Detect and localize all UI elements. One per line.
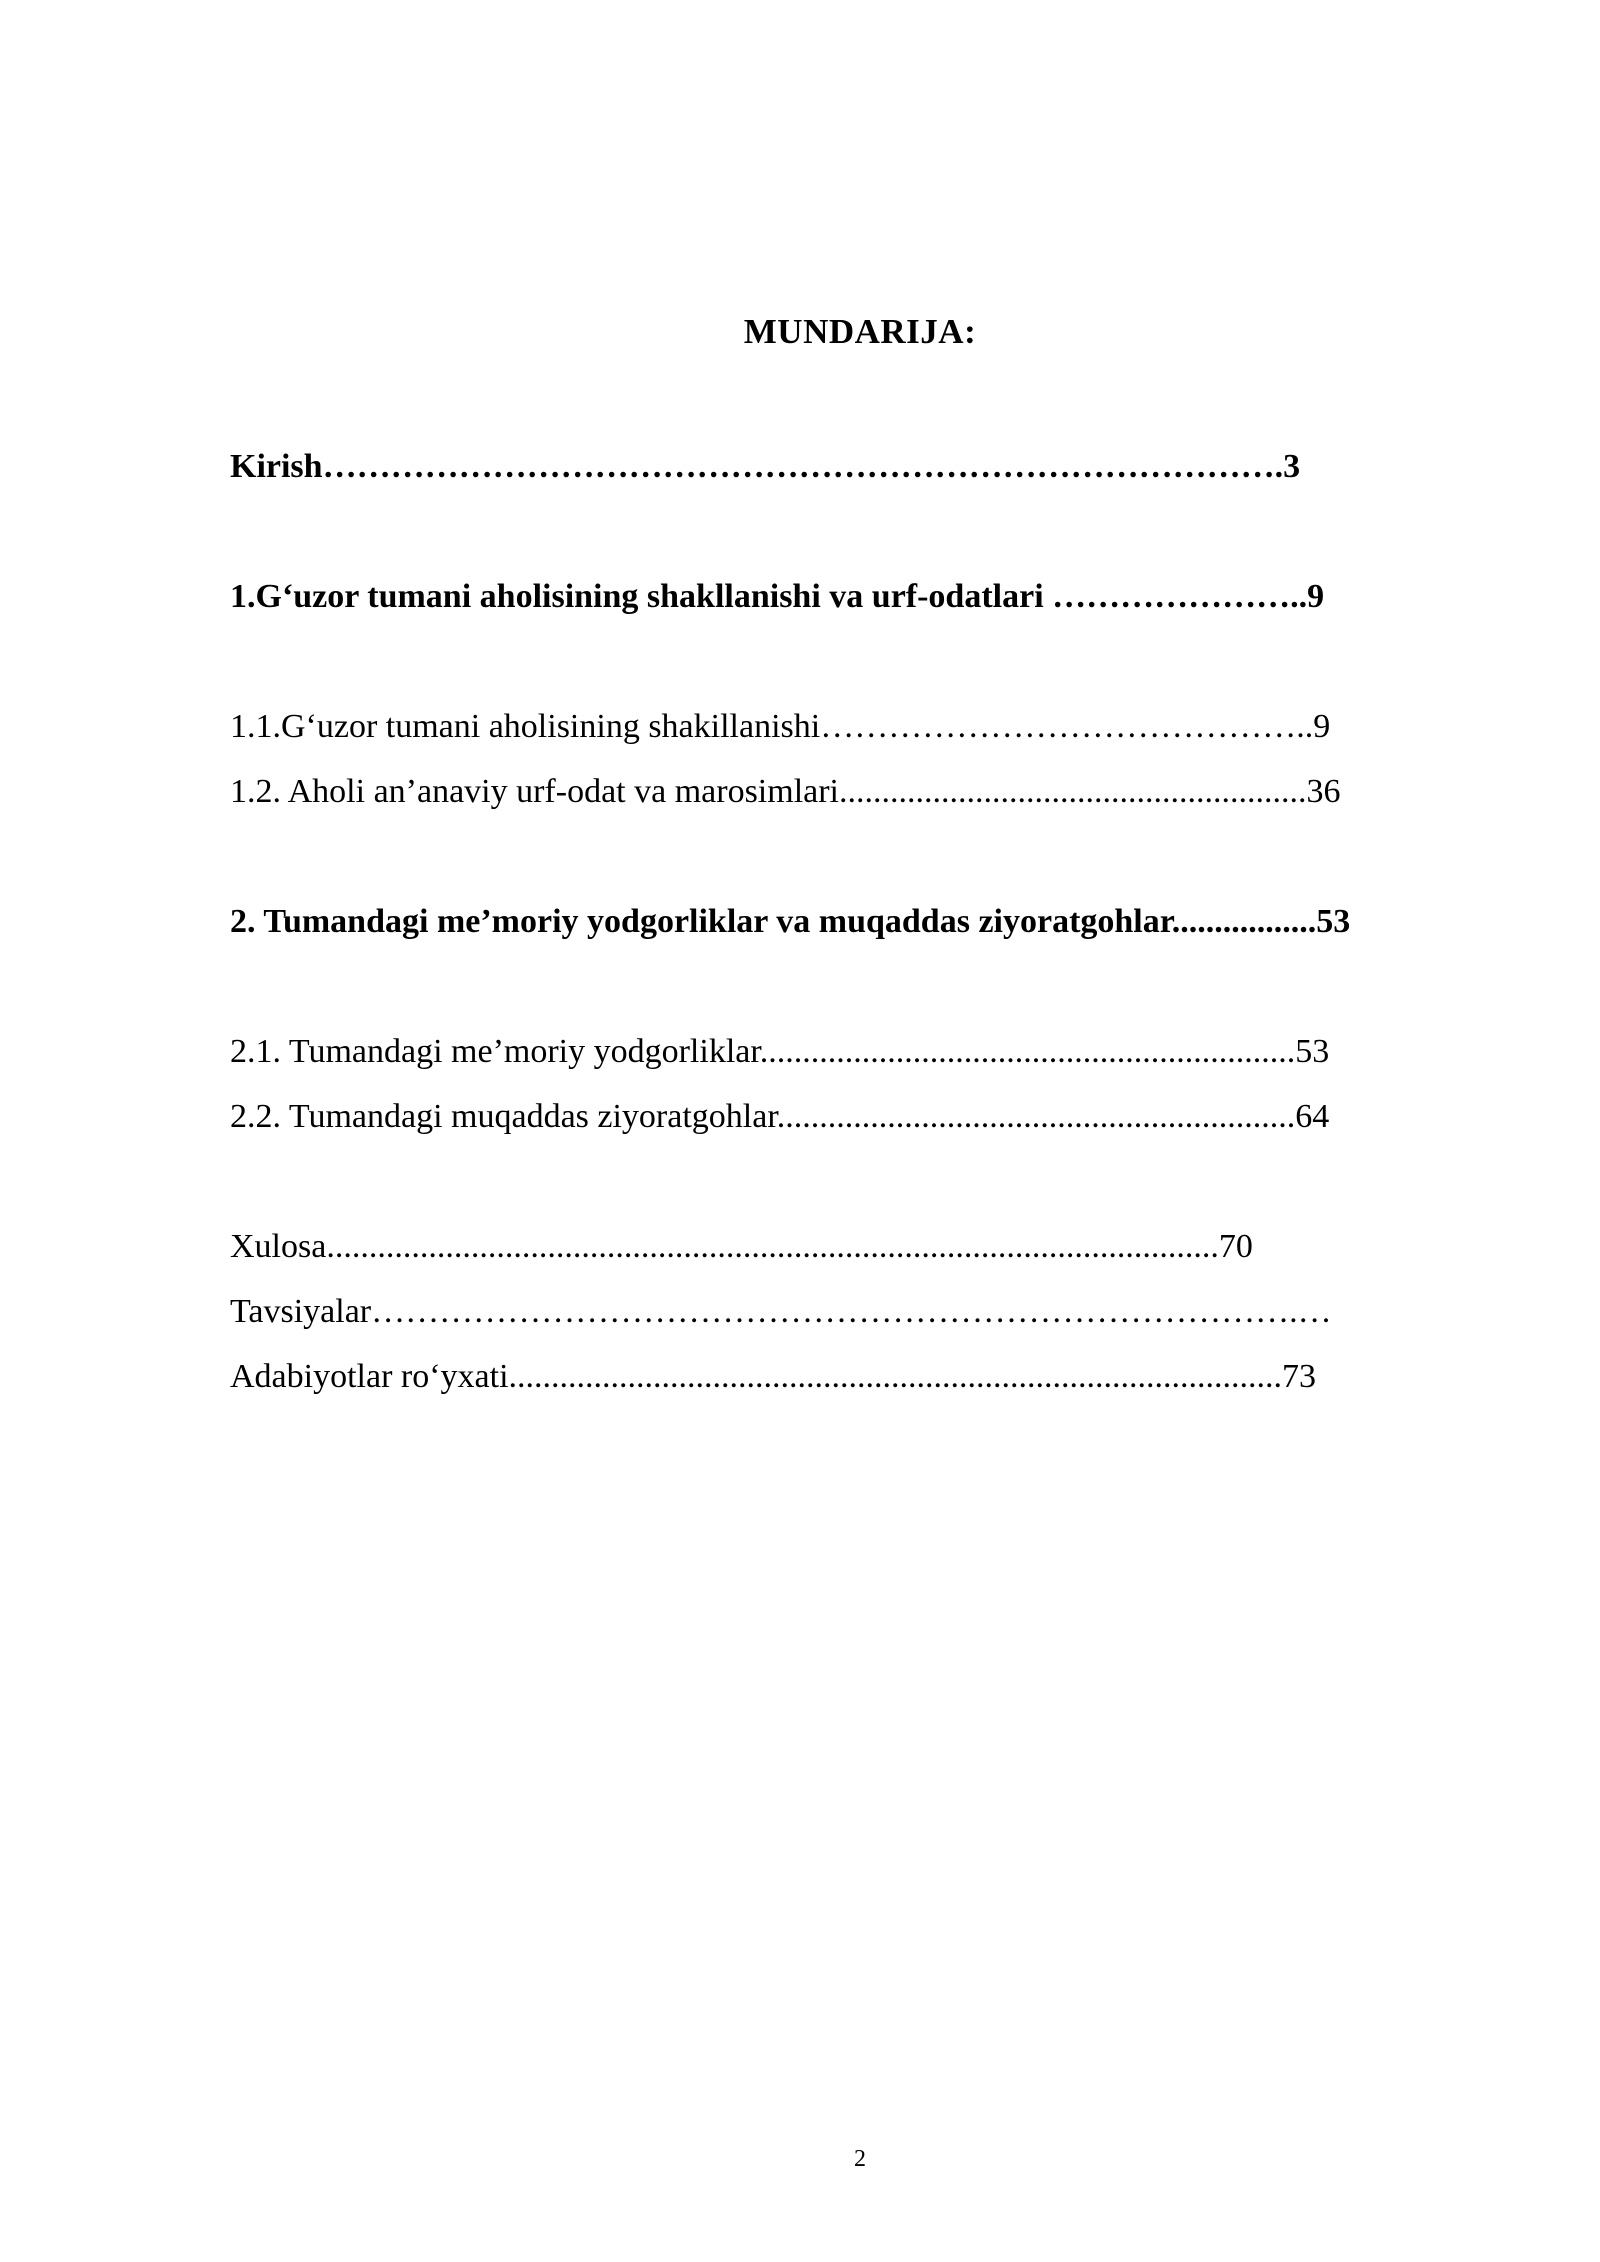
toc-entry-tavsiyalar: Tavsiyalar……………………………………………………………………….… — [230, 1293, 1332, 1330]
toc-title: MUNDARIJA: — [743, 312, 977, 351]
toc-entry-chapter-1: 1.G‘uzor tumani aholisining shakllanishi va urf-odatlari …………………..9 — [230, 578, 1325, 615]
page-number: 2 — [854, 2146, 866, 2172]
toc-entry-section-2-1: 2.1. Tumandagi me’moriy yodgorliklar...............................................................53 — [230, 1033, 1330, 1070]
toc-entry-chapter-2: 2. Tumandagi me’moriy yodgorliklar va muqaddas ziyoratgohlar.................53 — [230, 903, 1351, 940]
toc-entry-kirish: Kirish………………………………………………………………………….3 — [230, 448, 1301, 485]
toc-entry-xulosa: Xulosa.........................................................................................................70 — [230, 1228, 1253, 1265]
toc-entry-section-2-2: 2.2. Tumandagi muqaddas ziyoratgohlar.............................................................64 — [230, 1098, 1330, 1135]
toc-entry-adabiyotlar: Adabiyotlar ro‘yxati...........................................................................................73 — [230, 1358, 1317, 1395]
toc-entry-section-1-1: 1.1.G‘uzor tumani aholisining shakillanishi……………………………………..9 — [230, 708, 1331, 745]
toc-entry-section-1-2: 1.2. Aholi an’anaviy urf-odat va marosimlari.......................................................36 — [230, 773, 1341, 810]
